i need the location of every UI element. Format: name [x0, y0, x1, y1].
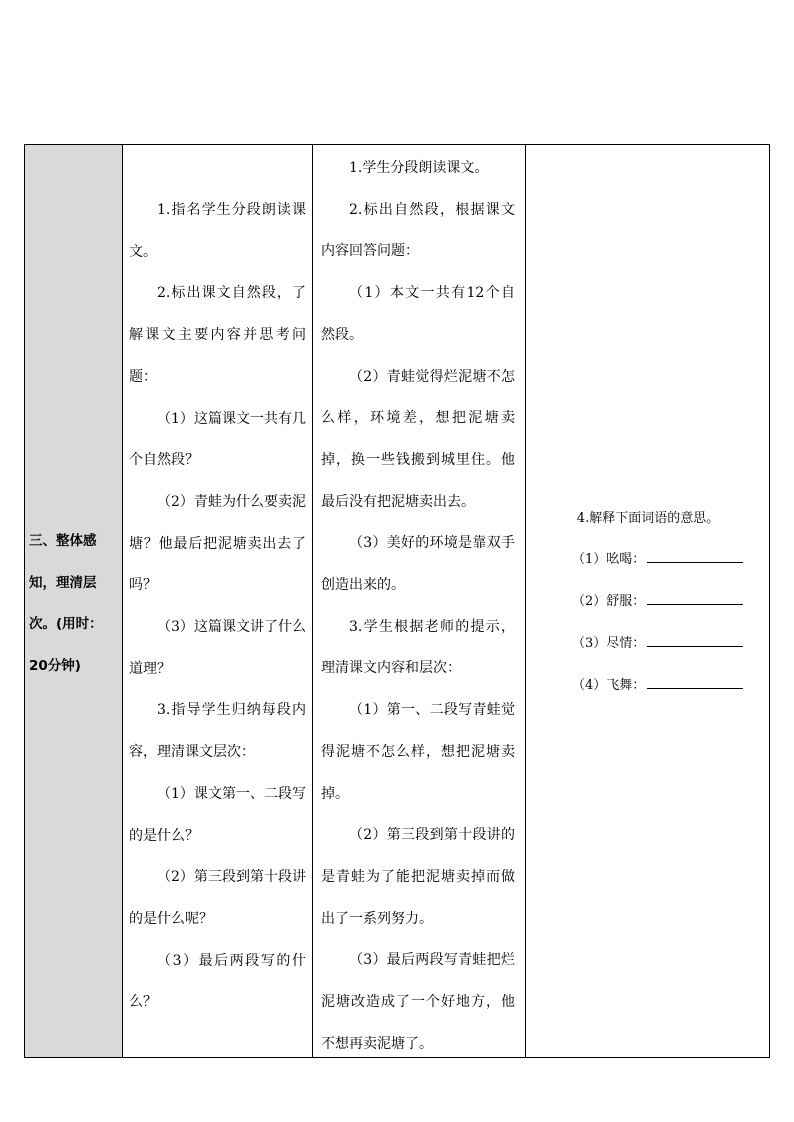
student-paragraph: （1）第一、二段写青蛙觉得泥塘不怎么样，想把泥塘卖掉。 — [321, 702, 515, 802]
exercise-item — [572, 665, 758, 707]
exercise-column — [526, 145, 770, 1057]
answer-blank — [647, 672, 743, 689]
teacher-paragraph: 3.指导学生归纳每段内容，理清课文层次： — [129, 702, 306, 761]
student-activity-column — [313, 145, 526, 1057]
student-paragraph: （1）本文一共有12个自然段。 — [321, 285, 515, 343]
exercise-block — [538, 499, 758, 707]
teacher-activity-text — [129, 190, 306, 1024]
answer-blank — [647, 588, 743, 605]
section-title: 三、整体感知，理清层次。(用时：20分钟) — [29, 533, 103, 674]
answer-blank — [647, 630, 743, 647]
student-paragraph: 3.学生根据老师的提示，理清课文内容和层次： — [321, 618, 515, 677]
section-column — [25, 145, 123, 1057]
student-paragraph: （3）美好的环境是靠双手创造出来的。 — [321, 535, 515, 594]
student-paragraph: 2.标出自然段，根据课文内容回答问题： — [321, 201, 515, 260]
teacher-paragraph: （3）最后两段写的什么？ — [129, 952, 306, 1011]
exercise-item-label: （3）尽情： — [572, 636, 646, 651]
teacher-activity-column — [123, 145, 313, 1057]
student-activity-text — [321, 148, 515, 1065]
student-paragraph: （2）第三段到第十段讲的是青蛙为了能把泥塘卖掉而做出了一系列努力。 — [321, 827, 515, 927]
exercise-item — [572, 581, 758, 623]
teacher-paragraph: 2.标出课文自然段，了解课文主要内容并思考问题： — [129, 285, 306, 385]
exercise-item-label: （1）吆喝： — [572, 552, 646, 567]
teacher-paragraph: （1）课文第一、二段写的是什么？ — [129, 785, 306, 844]
student-paragraph: （2）青蛙觉得烂泥塘不怎么样，环境差，想把泥塘卖掉，换一些钱搬到城里住。他最后没有把泥塘卖出去。 — [321, 368, 515, 510]
teacher-paragraph: 1.指名学生分段朗读课文。 — [129, 202, 306, 260]
student-paragraph: （3）最后两段写青蛙把烂泥塘改造成了一个好地方，他不想再卖泥塘了。 — [321, 952, 515, 1052]
student-paragraph: 1.学生分段朗读课文。 — [349, 160, 489, 176]
teacher-paragraph: （3）这篇课文讲了什么道理？ — [129, 619, 306, 677]
teacher-paragraph: （1）这篇课文一共有几个自然段？ — [129, 410, 306, 469]
exercise-item — [572, 539, 758, 581]
answer-blank — [647, 546, 743, 563]
exercise-item-label: （2）舒服： — [572, 594, 646, 609]
teacher-paragraph: （2）第三段到第十段讲的是什么呢？ — [129, 869, 306, 927]
exercise-item — [572, 623, 758, 665]
exercise-item-label: （4）飞舞： — [572, 678, 646, 693]
exercise-title: 4.解释下面词语的意思。 — [576, 511, 720, 526]
lesson-table — [24, 144, 770, 1058]
teacher-paragraph: （2）青蛙为什么要卖泥塘？他最后把泥塘卖出去了吗？ — [129, 493, 306, 594]
